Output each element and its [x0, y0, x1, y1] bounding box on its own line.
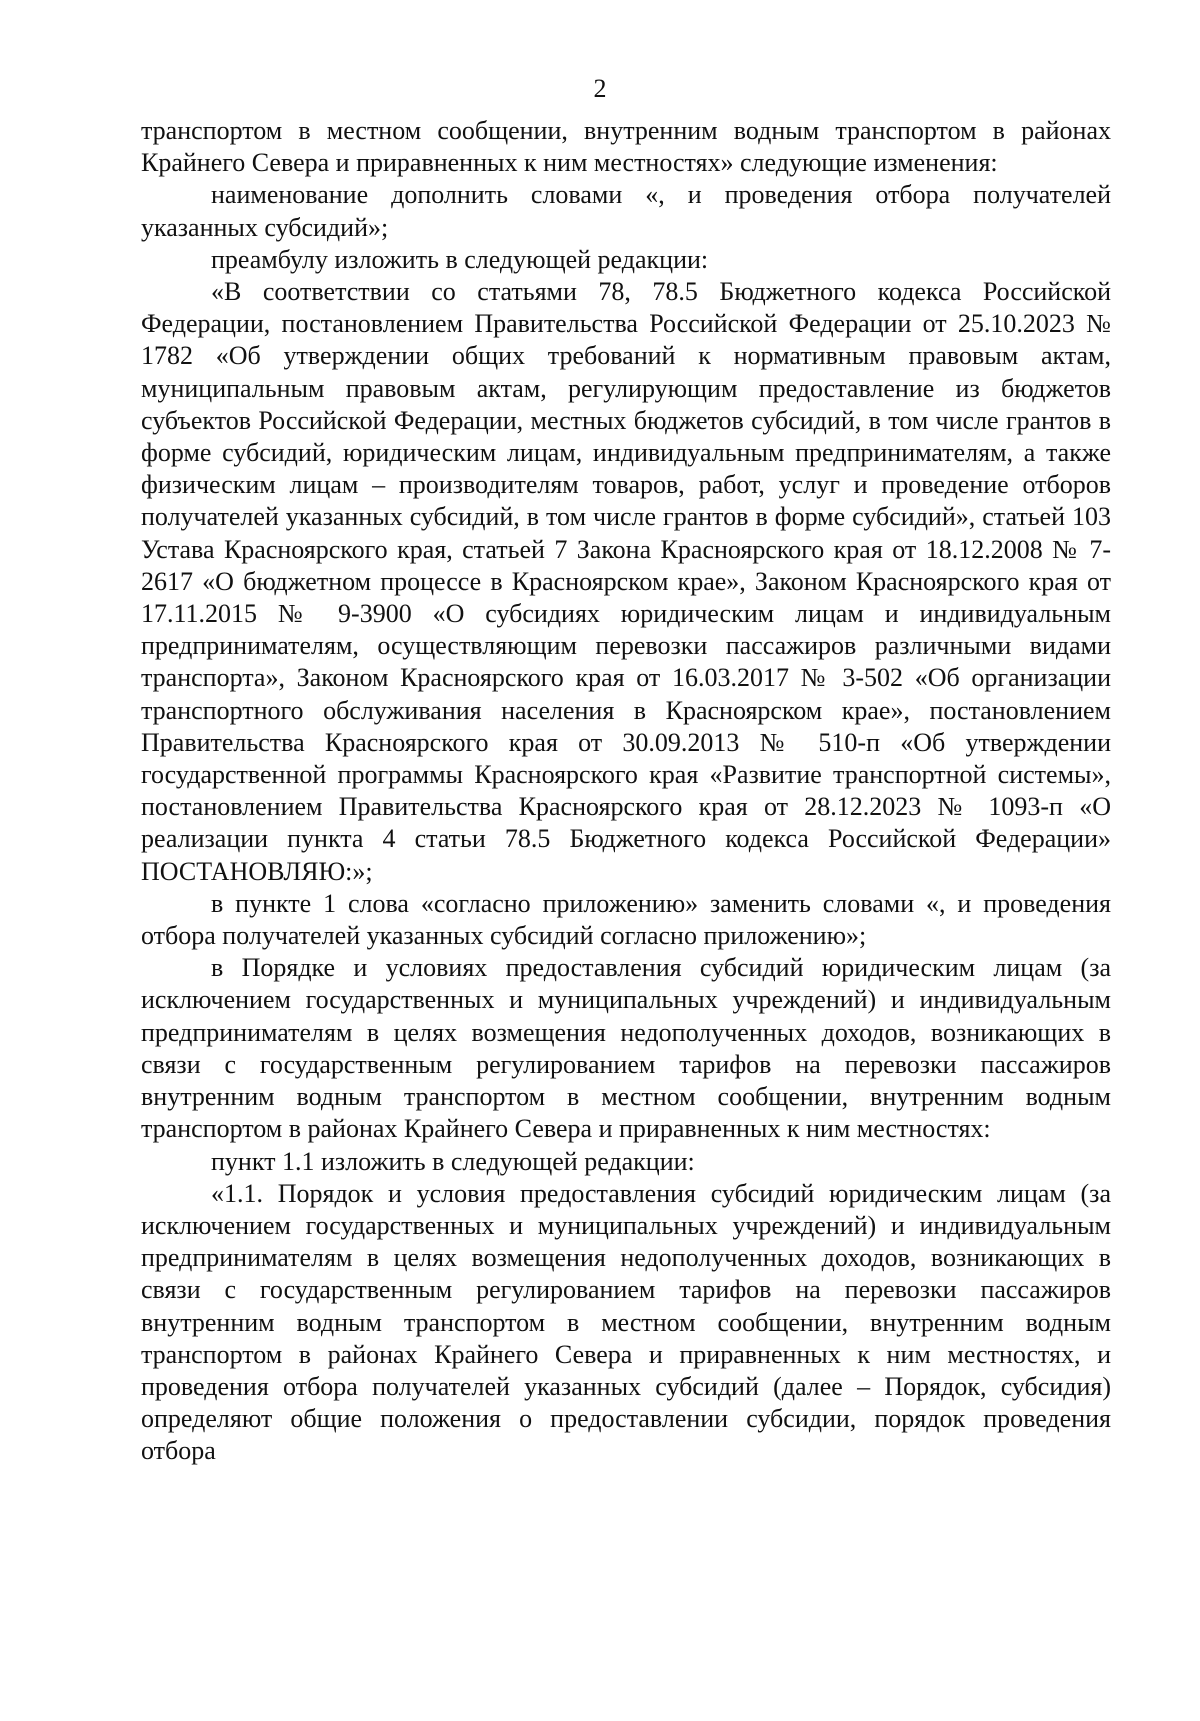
body-paragraph: пункт 1.1 изложить в следующей редакции:: [211, 1146, 695, 1176]
body-paragraph: в пункте 1 слова «согласно приложению» заменить словами «, и проведения отбора получателей указанных субсидий согласно приложению»;: [141, 888, 1111, 951]
body-paragraph: наименование дополнить словами «, и проведения отбора получателей указанных субсидий»;: [141, 180, 1111, 242]
body-paragraph: транспортом в местном сообщении, внутренним водным транспортом в районах Крайнего Севера и приравненных к ним местностях» следующие изменения:: [141, 116, 1111, 178]
body-paragraph: «1.1. Порядок и условия предоставления субсидий юридическим лицам (за исключением государственных и муниципальных учреждений) и индивидуальным предпринимателям в целях возмещения недополученных доходов, возникающих в связи с государственным регулированием тарифов на перевозки пассажиров внутренним водным транспортом в местном сообщении, внутренним водным транспортом в районах Крайнего Севера и приравненных к ним местностях, и проведения отбора получателей указанных субсидий (далее – Порядок, субсидия) определяют общие положения о предоставлении субсидии, порядок проведения отбора: [141, 1178, 1111, 1466]
body-paragraph: преамбулу изложить в следующей редакции:: [211, 244, 709, 274]
body-paragraph: в Порядке и условиях предоставления субсидий юридическим лицам (за исключением государственных и муниципальных учреждений) и индивидуальным предпринимателям в целях возмещения недополученных доходов, возникающих в связи с государственным регулированием тарифов на перевозки пассажиров внутренним водным транспортом в местном сообщении, внутренним водным транспортом в районах Крайнего Севера и приравненных к ним местностях:: [141, 953, 1111, 1144]
document-body: [141, 115, 1111, 1468]
page-number: 2: [593, 74, 607, 103]
body-paragraph: «В соответствии со статьями 78, 78.5 Бюджетного кодекса Российской Федерации, постановлением Правительства Российской Федерации от 25.10.2023 № 1782 «Об утверждении общих требований к нормативным правовым актам, муниципальным правовым актам, регулирующим предоставление из бюджетов субъектов Российской Федерации, местных бюджетов субсидий, в том числе грантов в форме субсидий, юридическим лицам, индивидуальным предпринимателям, а также физическим лицам – производителям товаров, работ, услуг и проведение отборов получателей указанных субсидий, в том числе грантов в форме субсидий», статьей 103 Устава Красноярского края, статьей 7 Закона Красноярского края от 18.12.2008 № 7-2617 «О бюджетном процессе в Красноярском крае», Законом Красноярского края от 17.11.2015 № 9-3900 «О субсидиях юридическим лицам и индивидуальным предпринимателям, осуществляющим перевозки пассажиров различными видами транспорта», Законом Красноярского края от 16.03.2017 № 3-502 «Об организации транспортного обслуживания населения в Красноярском крае», постановлением Правительства Красноярского края от 30.09.2013 № 510-п «Об утверждении государственной программы Красноярского края «Развитие транспортной системы», постановлением Правительства Красноярского края от 28.12.2023 № 1093-п «О реализации пункта 4 статьи 78.5 Бюджетного кодекса Российской Федерации» ПОСТАНОВЛЯЮ:»;: [141, 277, 1111, 886]
